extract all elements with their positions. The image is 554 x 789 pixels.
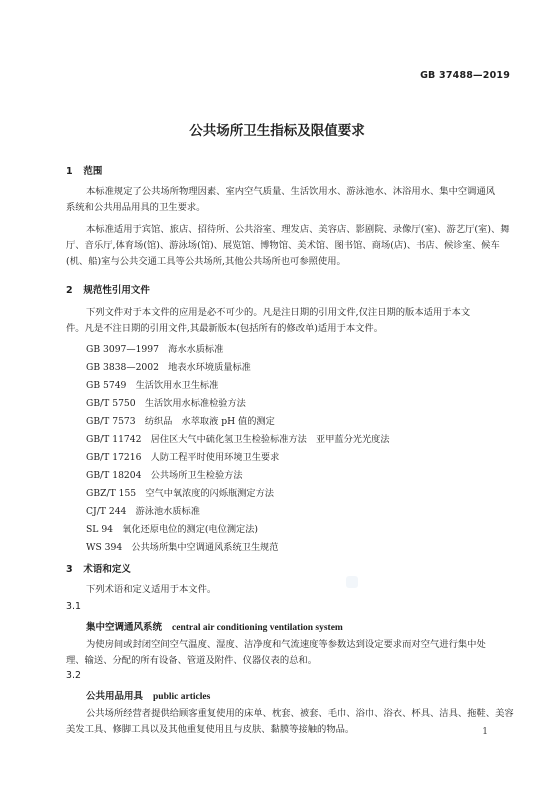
section-3-heading — [66, 561, 131, 575]
term-definition-line-2: 美发工具、修脚工具以及其他重复使用且与皮肤、黏膜等接触的物品。 — [66, 724, 355, 735]
ref-name: 海水水质标准 — [168, 344, 224, 355]
ref-name: 空气中氧浓度的闪烁瓶测定方法 — [145, 488, 274, 499]
section-number: 3 — [66, 564, 73, 575]
term-number: 3.2 — [66, 670, 81, 681]
ref-code: CJ/T 244 — [86, 506, 127, 517]
ref-name: 游泳池水质标准 — [135, 506, 200, 517]
ref-item — [86, 431, 390, 445]
page-title: 公共场所卫生指标及限值要求 — [189, 123, 365, 139]
term-number: 3.1 — [66, 601, 81, 612]
ref-code: GB/T 17216 — [86, 452, 142, 463]
term-definition-line-2: 理、输送、分配的所有设备、管道及附件、仪器仪表的总和。 — [66, 655, 318, 666]
scope-para-1-line-2: 系统和公共用品用具的卫生要求。 — [66, 202, 206, 213]
ref-item — [86, 413, 275, 427]
section-number: 1 — [66, 166, 73, 177]
ref-item — [86, 377, 218, 391]
ref-code: GB/T 7573 — [86, 416, 136, 427]
scan-mark — [346, 576, 358, 588]
term-zh: 集中空调通风系统 — [86, 622, 163, 633]
ref-name: 人防工程平时使用环境卫生要求 — [150, 452, 280, 463]
ref-code: GB 5749 — [86, 380, 127, 391]
ref-name: 氧化还原电位的测定(电位测定法) — [122, 524, 258, 535]
ref-code: GB/T 11742 — [86, 434, 142, 445]
page-number: 1 — [482, 727, 488, 737]
ref-code: WS 394 — [86, 542, 123, 553]
ref-code: GB/T 18204 — [86, 470, 142, 481]
scope-para-2-line-3: (机、船)室与公共交通工具等公共场所,其他公共场所也可参照使用。 — [66, 256, 346, 267]
ref-name: 居住区大气中硫化氢卫生检验标准方法 亚甲蓝分光光度法 — [150, 434, 390, 445]
ref-item — [86, 449, 279, 463]
section-title: 范围 — [83, 166, 103, 177]
ref-item — [86, 539, 278, 553]
refs-intro-line-2: 件。凡是不注日期的引用文件,其最新版本(包括所有的修改单)适用于本文件。 — [66, 323, 384, 334]
ref-item — [86, 467, 243, 481]
term-definition-line-1: 为使房间或封闭空间空气温度、湿度、洁净度和气流速度等参数达到设定要求而对空气进行集中处 — [86, 639, 486, 650]
ref-item — [86, 341, 223, 355]
ref-item — [86, 359, 251, 373]
standard-number: GB 37488—2019 — [420, 70, 510, 81]
scope-para-2-line-1: 本标准适用于宾馆、旅店、招待所、公共浴室、理发店、美容店、影剧院、录像厅(室)、游艺厅(室)、舞 — [86, 224, 510, 235]
section-title: 规范性引用文件 — [83, 285, 150, 296]
terms-intro: 下列术语和定义适用于本文件。 — [86, 584, 217, 595]
ref-name: 生活饮用水卫生标准 — [135, 380, 219, 391]
section-number: 2 — [66, 285, 73, 296]
ref-name: 地表水环境质量标准 — [168, 362, 251, 373]
section-1-heading — [66, 163, 102, 177]
term-heading — [86, 619, 343, 633]
ref-code: GB 3097—1997 — [86, 344, 159, 355]
ref-code: GBZ/T 155 — [86, 488, 137, 499]
ref-name: 公共场所集中空调通风系统卫生规范 — [131, 542, 279, 553]
scope-para-1-line-1: 本标准规定了公共场所物理因素、室内空气质量、生活饮用水、游泳池水、沐浴用水、集中空调通风 — [86, 186, 496, 197]
term-definition-line-1: 公共场所经营者提供给顾客重复使用的床单、枕套、被套、毛巾、浴巾、浴衣、杯具、洁具、拖鞋、美容 — [86, 708, 514, 719]
ref-name: 生活饮用水标准检验方法 — [144, 398, 246, 409]
ref-name: 公共场所卫生检验方法 — [150, 470, 243, 481]
ref-item — [86, 395, 246, 409]
ref-item — [86, 485, 274, 499]
section-2-heading — [66, 282, 150, 296]
term-en: central air conditioning ventilation system — [172, 623, 343, 633]
ref-code: GB 3838—2002 — [86, 362, 159, 373]
ref-item — [86, 521, 258, 535]
term-heading — [86, 688, 210, 702]
scope-para-2-line-2: 厅、音乐厅,体育场(馆)、游泳场(馆)、展览馆、博物馆、美术馆、图书馆、商场(店)、书店、候诊室、候车 — [66, 240, 500, 251]
ref-code: GB/T 5750 — [86, 398, 136, 409]
ref-item — [86, 503, 200, 517]
term-en: public articles — [153, 692, 211, 702]
refs-intro-line-1: 下列文件对于本文件的应用是必不可少的。凡是注日期的引用文件,仅注日期的版本适用于本文 — [86, 307, 471, 318]
ref-code: SL 94 — [86, 524, 114, 535]
ref-name: 纺织品 水萃取液 pH 值的测定 — [144, 416, 275, 427]
section-title: 术语和定义 — [83, 564, 131, 575]
term-zh: 公共用品用具 — [86, 691, 144, 702]
